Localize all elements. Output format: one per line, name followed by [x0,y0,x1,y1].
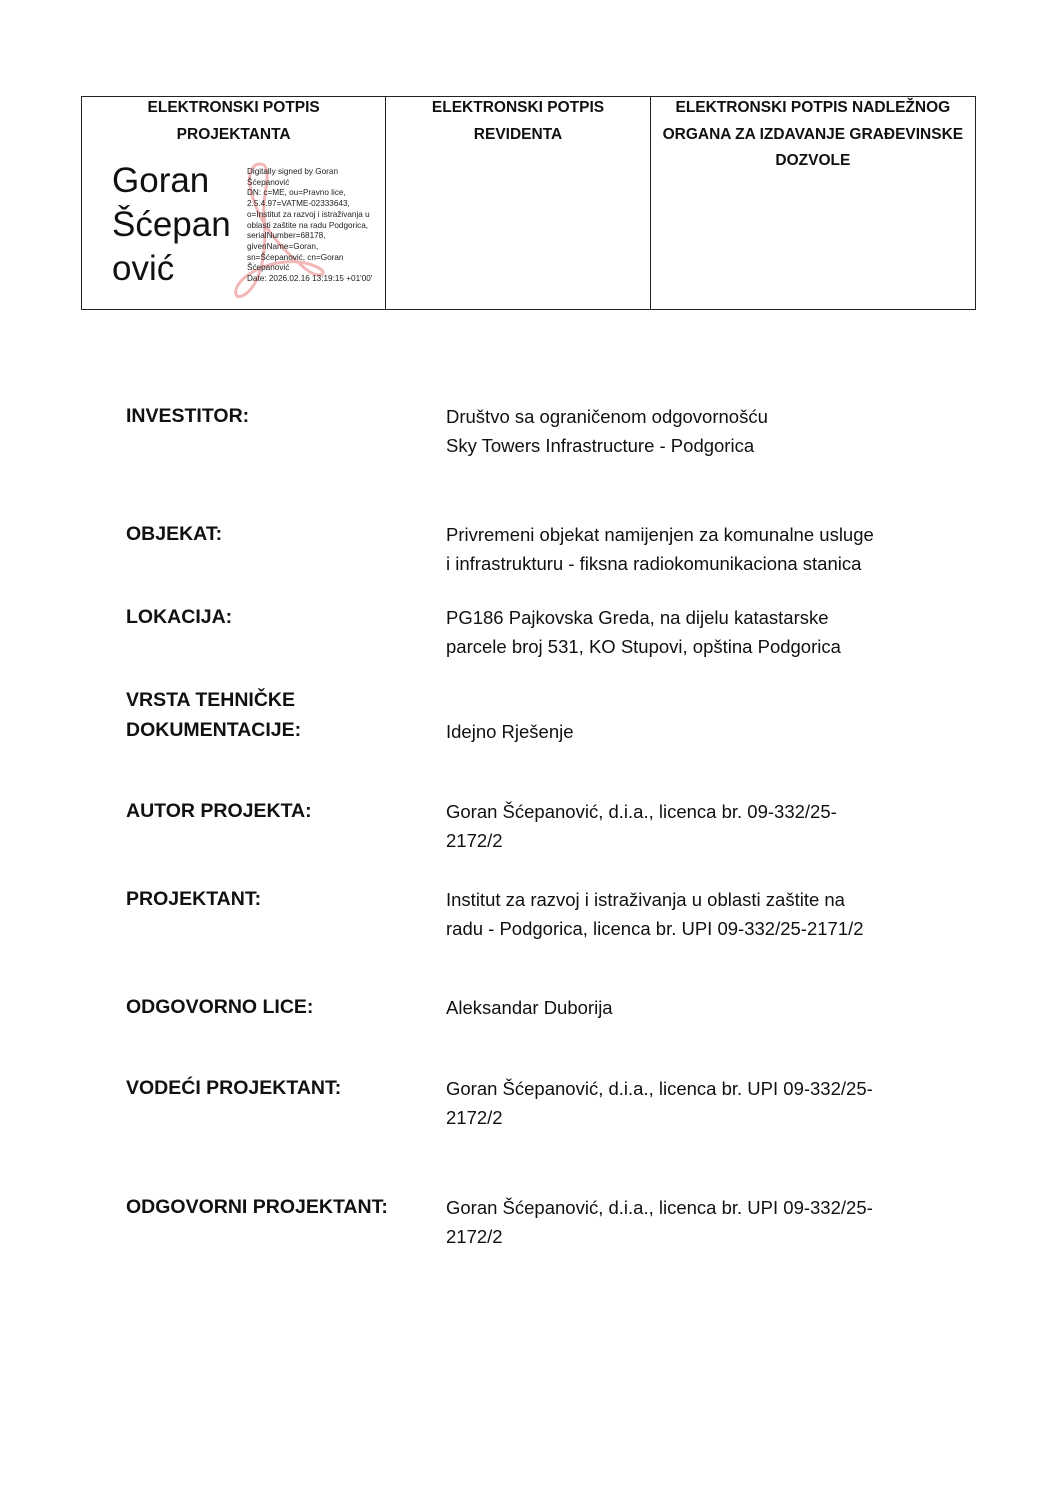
reviewer-signature-cell [385,97,649,309]
field-label: AUTOR PROJEKTA: [126,800,312,822]
field-label: ODGOVORNO LICE: [126,996,314,1018]
field-value: PG186 Pajkovska Greda, na dijelu katastarske parcele broj 531, KO Stupovi, opština Podgorica [446,607,841,657]
field-label: VRSTA TEHNIČKE DOKUMENTACIJE: [126,689,302,741]
signer-name: Goran Šćepan ović [112,161,231,288]
field-label: INVESTITOR: [126,405,250,427]
designer-signature-header: ELEKTRONSKI POTPIS PROJEKTANTA [147,99,320,143]
digital-signature-details: Digitally signed by Goran Šćepanović DN: c=ME, ou=Pravno lice, 2.5.4.97=VATME-02333643, o=Institut za razvoj i istraživanja u oblasti zaštite na radu Podgorica, serialNumber=68178, givenName=Goran, sn=Šćepanović, cn=Goran Šćepanović Date: 2026.02.16 13:19:15 +01'00' [247,167,373,284]
field-value: Goran Šćepanović, d.i.a., licenca br. UPI 09-332/25- 2172/2 [446,1197,873,1247]
field-value: Privremeni objekat namijenjen za komunalne usluge i infrastrukturu - fiksna radiokomunikaciona stanica [446,524,874,574]
field-label: VODEĆI PROJEKTANT: [126,1077,342,1099]
field-label: PROJEKTANT: [126,888,262,910]
authority-signature-header: ELEKTRONSKI POTPIS NADLEŽNOG ORGANA ZA IZDAVANJE GRAĐEVINSKE DOZVOLE [662,99,964,169]
field-value: Idejno Rješenje [446,721,574,742]
field-value: Goran Šćepanović, d.i.a., licenca br. 09-332/25- 2172/2 [446,801,837,851]
designer-signature-cell [82,97,385,309]
field-label: ODGOVORNI PROJEKTANT: [126,1196,388,1218]
reviewer-signature-header: ELEKTRONSKI POTPIS REVIDENTA [431,99,605,143]
field-value: Aleksandar Duborija [446,997,613,1018]
field-label: LOKACIJA: [126,606,233,628]
field-value: Institut za razvoj i istraživanja u oblasti zaštite na radu - Podgorica, licenca br. UPI 09-332/25-2171/2 [446,889,864,939]
field-value: Društvo sa ograničenom odgovornošću Sky Towers Infrastructure - Podgorica [446,406,768,456]
field-label: OBJEKAT: [126,523,223,545]
field-value: Goran Šćepanović, d.i.a., licenca br. UPI 09-332/25- 2172/2 [446,1078,873,1128]
authority-signature-cell [650,97,975,309]
signature-table [81,96,976,310]
